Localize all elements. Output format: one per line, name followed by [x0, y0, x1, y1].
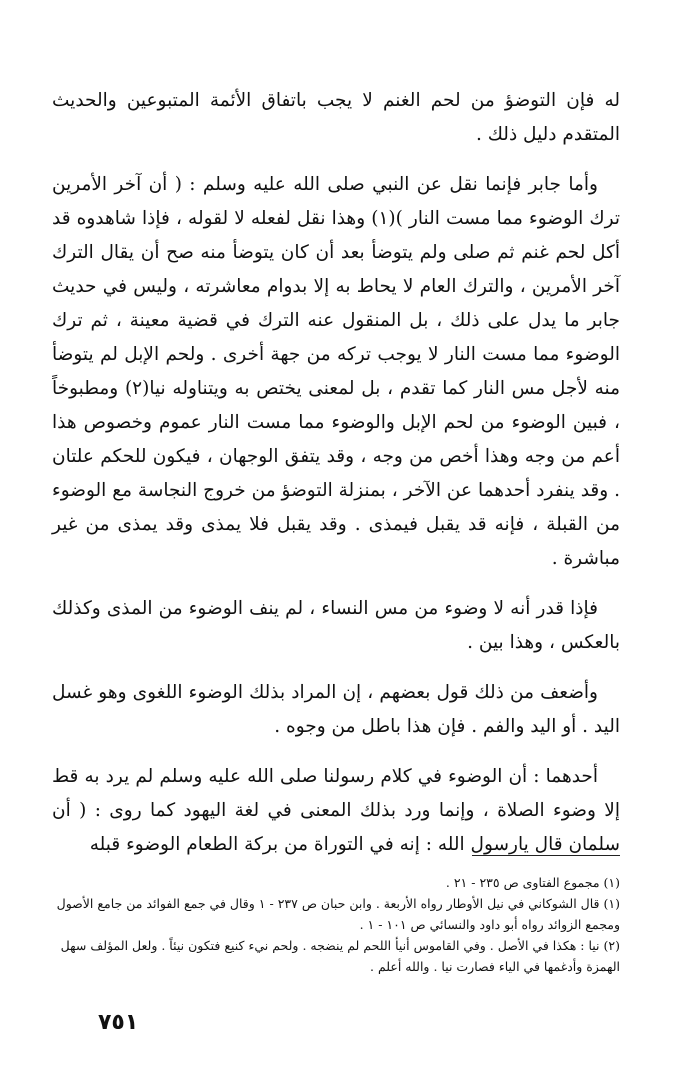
footnote-3: (٢) نيا : هكذا في الأصل . وفي القاموس أنيأ اللحم لم ينضجه . ولحم نيء كنيع فتكون نيئاً . ولعل المؤلف سهل الهمزة وأدغمها في الياء فصارت نيا . والله أعلم .: [60, 938, 620, 974]
page-number: ٧٥١: [98, 1010, 139, 1035]
footnote-2: (١) قال الشوكاني في نيل الأوطار رواه الأربعة . وابن حبان ص ٢٣٧ - ١ وقال في جمع الفوائد من جامع الأصول ومجمع الزوائد رواه أبو داود والنسائي ص ١٠١ - ١ .: [56, 896, 620, 932]
paragraph-3: فإذا قدر أنه لا وضوء من مس النساء ، لم ينف الوضوء من المذى وكذلك بالعكس ، وهذا بين .: [52, 598, 620, 653]
paragraph-2: وأما جابر فإنما نقل عن النبي صلى الله عليه وسلم : ( أن آخر الأمرين ترك الوضوء مما مست النار )(١) وهذا نقل لفعله لا لقوله ، فإذا شاهدوه قد أكل لحم غنم ثم صلى ولم يتوضأ بعد أن كان يتوضأ منه صح أن يقال الترك آخر الأمرين ، والترك العام لا يحاط به إلا بدوام معاشرته ، وليس في حديث جابر ما يدل على ذلك ، بل المنقول عنه الترك في قضية معينة ، ثم ترك الوضوء مما مست النار لا يوجب تركه من جهة أخرى . ولحم الإبل لم يتوضأ منه لأجل مس النار كما تقدم ، بل لمعنى يختص به ويتناوله نيا(٢) ومطبوخاً ، فبين الوضوء من لحم الإبل والوضوء مما مست النار عموم وخصوص هذا أعم من وجه وهذا أخص من وجه ، وقد يتفق الوجهان ، فيكون للحكم علتان . وقد ينفرد أحدهما عن الآخر ، بمنزلة التوضؤ من خروج النجاسة مع الوضوء من القبلة ، فإنه قد يقبل فيمذى . وقد يقبل فلا يمذى وقد يمذى من غير مباشرة .: [52, 174, 620, 569]
paragraph-1: له فإن التوضؤ من لحم الغنم لا يجب باتفاق الأئمة المتبوعين والحديث المتقدم دليل ذلك .: [52, 90, 620, 145]
main-text: [52, 84, 620, 878]
paragraph-5: أحدهما : أن الوضوء في كلام رسولنا صلى الله عليه وسلم لم يرد به قط إلا وضوء الصلاة ، وإنما ورد بذلك المعنى في لغة اليهود كما روى : ( أن سلمان قال يارسول الله : إنه في التوراة من بركة الطعام الوضوء قبله: [52, 766, 620, 855]
footnotes: [52, 872, 620, 977]
paragraph-4: وأضعف من ذلك قول بعضهم ، إن المراد بذلك الوضوء اللغوى وهو غسل اليد . أو اليد والفم . فإن هذا باطل من وجوه .: [52, 682, 620, 737]
footnote-1: (١) مجموع الفتاوى ص ٢٣٥ - ٢١ .: [445, 875, 620, 890]
footnote-divider: [472, 855, 620, 856]
